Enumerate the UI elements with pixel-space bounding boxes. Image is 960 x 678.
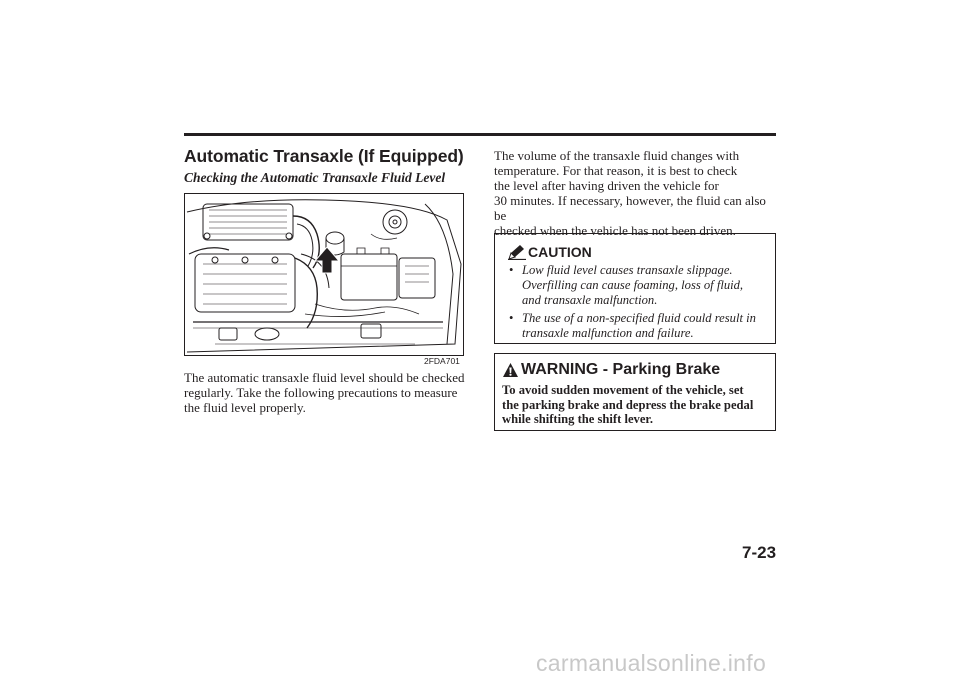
paragraph-line: 30 minutes. If necessary, however, the fluid can also be [494, 193, 766, 223]
pencil-caution-icon [508, 244, 526, 260]
header-rule [184, 133, 776, 136]
warning-line: the parking brake and depress the brake pedal [502, 397, 754, 412]
temperature-paragraph [494, 148, 778, 238]
bullet: • [509, 263, 514, 277]
paragraph-line: The volume of the transaxle fluid changes with [494, 148, 740, 163]
caution-item [509, 263, 769, 308]
figure-code: 2FDA701 [424, 356, 460, 366]
caution-item [509, 311, 769, 341]
warning-header [502, 360, 775, 380]
page-number: 7-23 [742, 543, 777, 562]
caution-line: Overfilling can cause foaming, loss of fluid, [522, 278, 744, 292]
paragraph-line: the level after having driven the vehicle for [494, 178, 719, 193]
caution-line: Low fluid level causes transaxle slippage. [522, 263, 733, 277]
watermark: carmanualsonline.info [536, 650, 767, 676]
left-column [184, 145, 466, 187]
engine-bay-figure [184, 193, 464, 356]
paragraph-line: temperature. For that reason, it is best to check [494, 163, 738, 178]
intro-line: The automatic transaxle fluid level should be checked [184, 370, 465, 385]
caution-header [508, 243, 775, 261]
warning-line: while shifting the shift lever. [502, 412, 654, 426]
warning-box [494, 353, 776, 431]
intro-line: the fluid level properly. [184, 400, 306, 415]
engine-bay-illustration [185, 194, 463, 355]
caution-line: The use of a non-specified fluid could result in [522, 311, 756, 325]
caution-box [494, 233, 776, 344]
warning-triangle-icon [502, 362, 519, 379]
bullet: • [509, 311, 514, 325]
caution-label: CAUTION [528, 244, 592, 260]
paragraph-line: checked when the vehicle has not been driven. [494, 223, 736, 238]
section-subtitle: Checking the Automatic Transaxle Fluid Level [184, 170, 446, 185]
intro-line: regularly. Take the following precautions to measure [184, 385, 458, 400]
section-title: Automatic Transaxle (If Equipped) [184, 146, 464, 166]
intro-paragraph [184, 370, 466, 415]
caution-line: transaxle malfunction and failure. [522, 326, 694, 340]
warning-text [502, 383, 769, 427]
warning-line: To avoid sudden movement of the vehicle, set [502, 383, 744, 397]
warning-label: WARNING - Parking Brake [521, 361, 721, 378]
caution-list [509, 263, 769, 341]
caution-line: and transaxle malfunction. [522, 293, 658, 307]
